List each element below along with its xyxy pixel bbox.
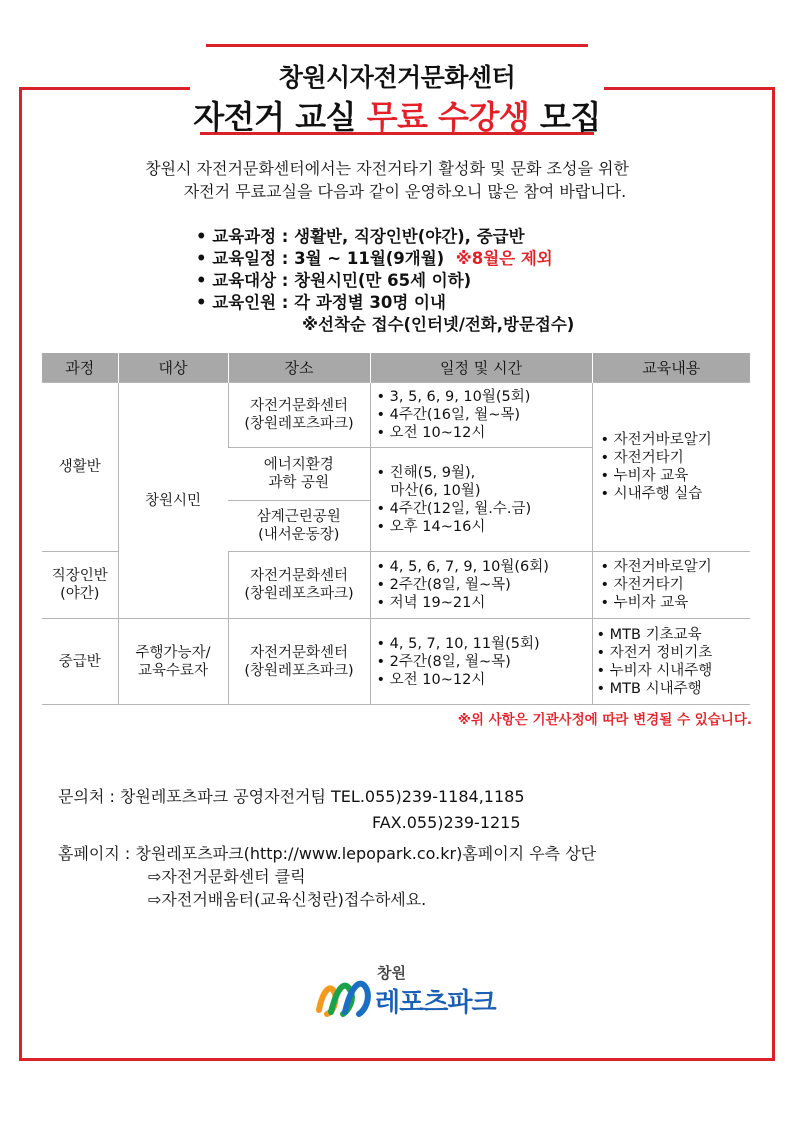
- schedule-line: • 진해(5, 9월),: [376, 464, 476, 481]
- frame-top-line: [206, 44, 588, 47]
- homepage-step2: [148, 887, 426, 910]
- cell-place-energy: [228, 448, 370, 501]
- cell-target-mid: [118, 619, 228, 705]
- logo-text-big: 레포츠파크: [375, 988, 496, 1018]
- content-line: • 누비자 교육: [600, 595, 689, 611]
- content-line: • 자전거 정비기초: [596, 644, 713, 661]
- content-line: • 자전거타기: [600, 577, 684, 593]
- place-line: 자전거문화센터: [249, 568, 349, 584]
- contact-phone: 문의처 : 창원레포츠파크 공영자전거팀 TEL.055)239-1184,1185: [58, 787, 525, 806]
- content-line: • 자전거바로알기: [600, 559, 712, 575]
- content-line: • 누비자 시내주행: [596, 662, 713, 679]
- page-title-line1: 창원시자전거문화센터: [278, 63, 516, 92]
- bullet-capacity: • 교육인원 : 각 과정별 30명 이내: [196, 293, 446, 312]
- change-notice: ※위 사항은 기관사정에 따라 변경될 수 있습니다.: [457, 712, 752, 728]
- content-line: • 시내주행 실습: [600, 486, 703, 502]
- bullet-schedule: [196, 248, 574, 270]
- place-line: 삼계근린공원: [256, 509, 341, 525]
- place-line: (내서운동장): [258, 527, 340, 543]
- cell-schedule-2: [370, 448, 592, 552]
- schedule-line: • 2주간(8일, 월~목): [376, 577, 511, 593]
- target-line: 주행가능자/: [135, 644, 211, 661]
- bullet-course: • 교육과정 : 생활반, 직장인반(야간), 중급반: [196, 227, 525, 246]
- cell-schedule-4: [370, 619, 592, 705]
- content-line: • 자전거바로알기: [600, 432, 712, 448]
- schedule-line: 마산(6, 10월): [376, 482, 481, 499]
- cell-place-center: [228, 383, 370, 448]
- cell-course-worker: [42, 552, 118, 619]
- schedule-table: [42, 353, 750, 705]
- arrow-right-icon: ⇨: [148, 890, 162, 909]
- bullet-schedule-note: ※8월은 제외: [455, 249, 553, 268]
- homepage-step1: [148, 864, 306, 887]
- bullet-schedule-text: • 교육일정 : 3월 ~ 11월(9개월): [196, 249, 445, 268]
- place-line: (창원레포츠파크): [244, 586, 354, 602]
- place-line: (창원레포츠파크): [244, 416, 354, 432]
- course-line: (야간): [60, 586, 100, 602]
- cell-content-2: [592, 552, 750, 619]
- page-title-line2: [0, 92, 794, 138]
- schedule-line: • 4주간(12일, 월.수.금): [376, 500, 532, 517]
- schedule-line: • 오전 10~12시: [376, 425, 486, 441]
- schedule-line: • 4주간(16일, 월~목): [376, 407, 521, 423]
- title-part-b: 모집: [539, 98, 601, 136]
- cell-course-mid: 중급반: [42, 619, 118, 705]
- schedule-line: • 오후 14~16시: [376, 518, 486, 535]
- logo: [313, 960, 513, 1020]
- contact-fax: FAX.055)239-1215: [372, 813, 521, 832]
- title-part-a: 자전거 교실: [193, 98, 356, 136]
- target-line: 교육수료자: [137, 662, 209, 679]
- frame-left: [19, 87, 22, 1061]
- content-line: • 자전거타기: [600, 450, 684, 466]
- step1-text: 자전거문화센터 클릭: [161, 867, 306, 886]
- header-content: 교육내용: [592, 353, 750, 383]
- frame-bottom: [19, 1058, 775, 1061]
- table-row: [42, 383, 750, 448]
- step2-text: 자전거배움터(교육신청란)접수하세요.: [161, 890, 427, 909]
- schedule-line: • 4, 5, 6, 7, 9, 10월(6회): [376, 559, 549, 575]
- header-target: 대상: [118, 353, 228, 383]
- intro-line2: 자전거 무료교실을 다음과 같이 운영하오니 많은 참여 바랍니다.: [183, 182, 627, 201]
- content-line: • 누비자 교육: [600, 468, 689, 484]
- place-line: 에너지환경: [263, 457, 334, 473]
- cell-place-samgye: [228, 501, 370, 552]
- place-line: 과학 공원: [268, 475, 330, 491]
- cell-target-citizen: 창원시민: [118, 383, 228, 619]
- content-line: • MTB 시내주행: [596, 680, 702, 697]
- bullet-reception: ※선착순 접수(인터넷/전화,방문접수): [302, 315, 575, 334]
- cell-schedule-3: [370, 552, 592, 619]
- course-line: 직장인반: [51, 568, 108, 584]
- title-part-red: 무료 수강생: [366, 98, 530, 136]
- intro-line1: 창원시 자전거문화센터에서는 자전거타기 활성화 및 문화 조성을 위한: [145, 159, 629, 178]
- contact-homepage: 홈페이지 : 창원레포츠파크(http://www.lepopark.co.kr)홈페이지 우측 상단: [58, 844, 597, 863]
- table-row: [42, 619, 750, 705]
- info-bullets: [196, 226, 574, 336]
- cell-place-center-2: [228, 552, 370, 619]
- cell-content-1: [592, 383, 750, 552]
- cell-course-living: 생활반: [42, 383, 118, 552]
- arrow-right-icon: ⇨: [148, 867, 162, 886]
- schedule-line: • 3, 5, 6, 9, 10월(5회): [376, 389, 531, 405]
- cell-schedule-1: [370, 383, 592, 448]
- place-line: 자전거문화센터: [249, 398, 349, 414]
- table-header-row: [42, 353, 750, 383]
- schedule-line: • 4, 5, 7, 10, 11월(5회): [376, 635, 540, 652]
- place-line: (창원레포츠파크): [244, 662, 354, 679]
- logo-mark-icon: [313, 970, 383, 1020]
- cell-place-center-3: [228, 619, 370, 705]
- schedule-line: • 저녁 19~21시: [376, 595, 486, 611]
- content-line: • MTB 기초교육: [596, 626, 702, 643]
- frame-right: [772, 87, 775, 1061]
- header-schedule: 일정 및 시간: [370, 353, 592, 383]
- header-course: 과정: [42, 353, 118, 383]
- place-line: 자전거문화센터: [249, 644, 349, 661]
- cell-content-3: [592, 619, 750, 705]
- bullet-target: • 교육대상 : 창원시민(만 65세 이하): [196, 271, 472, 290]
- logo-text-small: 창원: [377, 964, 406, 982]
- header-place: 장소: [228, 353, 370, 383]
- schedule-line: • 오전 10~12시: [376, 671, 486, 688]
- schedule-line: • 2주간(8일, 월~목): [376, 653, 511, 670]
